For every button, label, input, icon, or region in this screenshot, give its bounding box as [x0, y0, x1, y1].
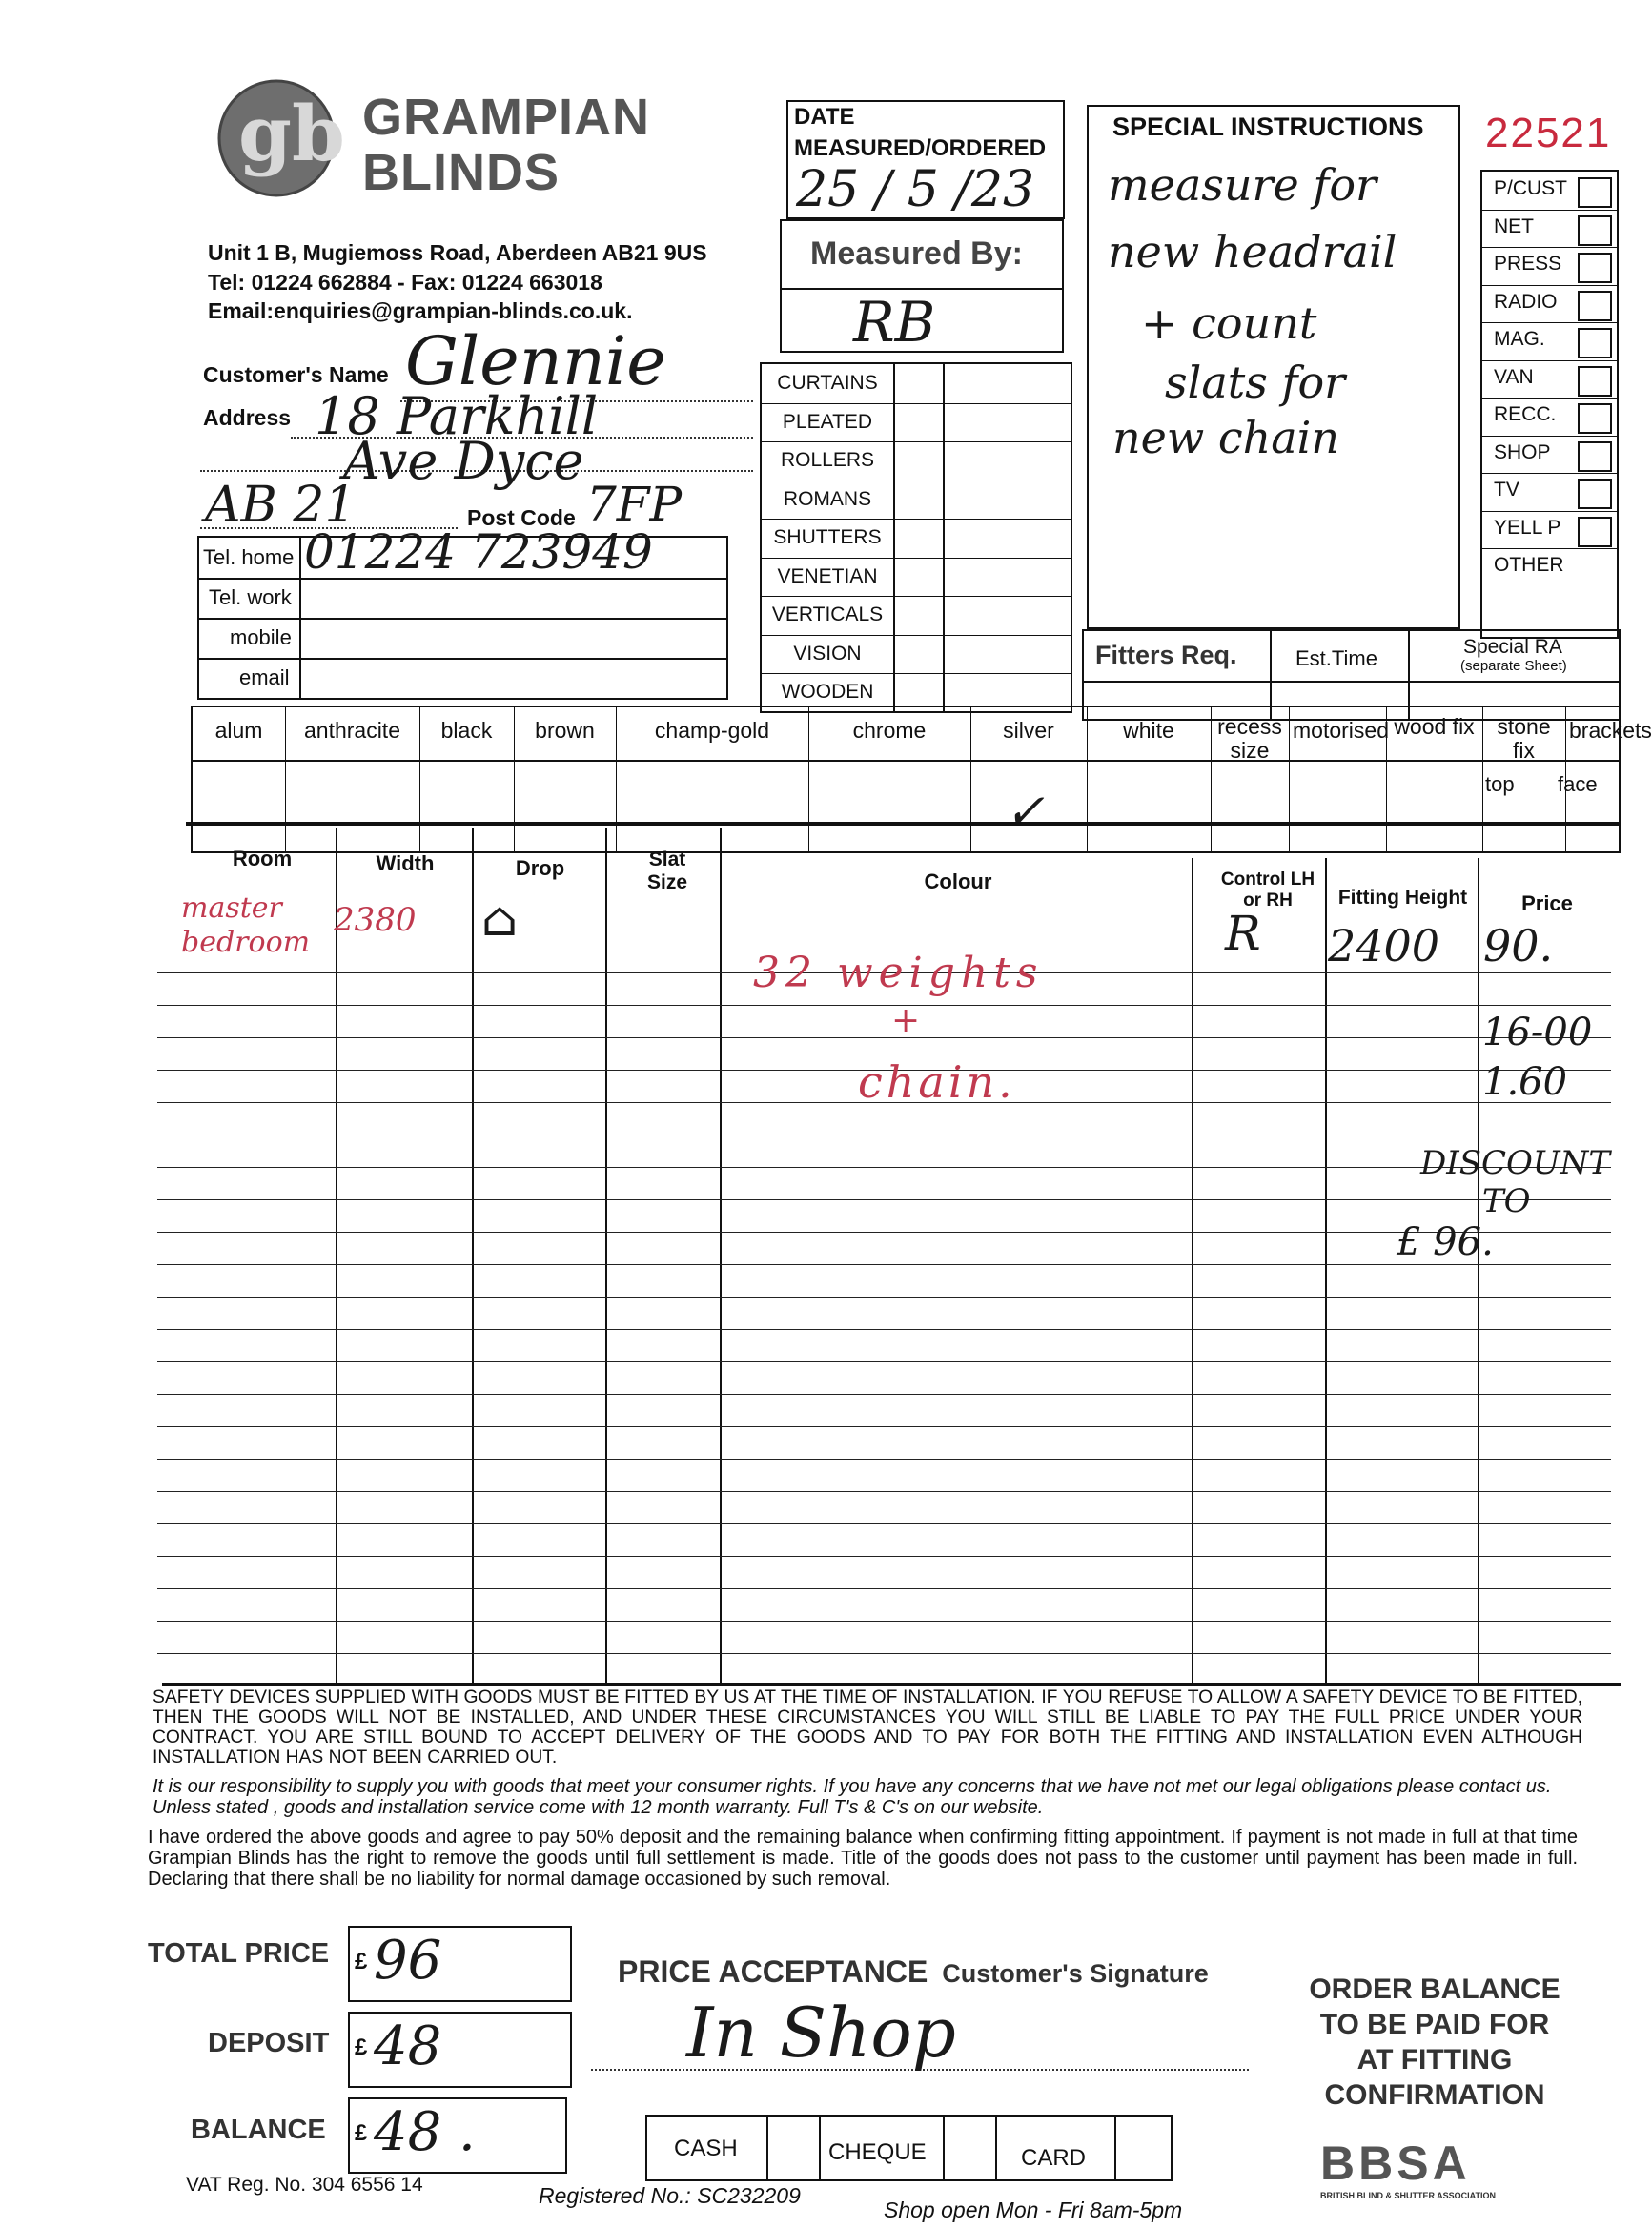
source-option-yellp: YELL P	[1494, 516, 1561, 539]
price-extra-1[interactable]: 16-00	[1482, 1011, 1593, 1054]
colour-option-anthracite[interactable]: anthracite	[303, 718, 400, 743]
product-pleated[interactable]: PLEATED	[782, 410, 873, 433]
col-slat-size: Slat Size	[646, 849, 688, 893]
table-row-line	[157, 1621, 1611, 1622]
colour-option-white[interactable]: white	[1123, 718, 1174, 743]
terms-paragraph-1: SAFETY DEVICES SUPPLIED WITH GOODS MUST BE FITTED BY US AT THE TIME OF INSTALLATION. IF YOU REFUSE TO ALLOW A SAFETY DEVICE TO BE FITTED, THEN THE GOODS WILL NOT BE INSTALLED, AND UNDER THESE CIRCUMSTANCES YOU WILL STILL BE LIABLE TO PAY THE FULL PRICE UNDER YOUR CONTRACT. YOU ARE STILL BOUND TO ACCEPT DELIVERY OF THE GOODS AND TO PAY FOR BOTH THE FITTING AND INSTALLATION EVEN ALTHOUGH INSTALLATION HAS NOT BEEN CARRIED OUT.	[153, 1687, 1582, 1768]
special-ra-label: Special RA	[1463, 636, 1562, 658]
product-verticals[interactable]: VERTICALS	[771, 603, 884, 625]
tel-home-label: Tel. home	[203, 545, 295, 569]
date-label-1: DATE	[794, 104, 855, 130]
payment-cheque[interactable]: CHEQUE	[828, 2139, 927, 2165]
total-price-value: 96	[374, 1930, 442, 1992]
table-row-line	[157, 1361, 1611, 1362]
table-row-line	[157, 1167, 1611, 1168]
vat-number: VAT Reg. No. 304 6556 14	[186, 2174, 423, 2196]
table-row-line	[157, 1588, 1611, 1589]
fitters-label: Fitters Req.	[1095, 641, 1237, 669]
table-row-line	[157, 1005, 1611, 1006]
customer-signature[interactable]: In Shop	[686, 1993, 956, 2073]
date-label-2: MEASURED/ORDERED	[794, 135, 1047, 161]
colour-option-chrome[interactable]: chrome	[852, 718, 927, 743]
col-drop: Drop	[515, 856, 565, 880]
registered-number: Registered No.: SC232209	[539, 2183, 801, 2208]
product-wooden[interactable]: WOODEN	[781, 681, 874, 703]
total-currency: £	[355, 1949, 368, 1974]
postcode-label: Post Code	[467, 505, 576, 530]
table-row-line	[157, 1426, 1611, 1427]
col-control: Control LH or RH	[1220, 869, 1315, 910]
price-extra-4[interactable]: TO	[1482, 1182, 1531, 1220]
col-width: Width	[376, 851, 435, 875]
balance-label: BALANCE	[191, 2115, 326, 2145]
colour-option-motorised[interactable]: motorised	[1293, 718, 1389, 743]
col-room: Room	[232, 847, 293, 870]
source-option-shop: SHOP	[1494, 440, 1551, 463]
table-row-line	[157, 1199, 1611, 1200]
table-row-line	[157, 1264, 1611, 1265]
est-time-label: Est.Time	[1295, 646, 1377, 670]
customer-name-value[interactable]: Glennie	[405, 322, 666, 400]
table-row-line	[157, 1556, 1611, 1557]
product-venetian[interactable]: VENETIAN	[777, 564, 878, 587]
order-balance-line-1: ORDER BALANCE	[1309, 1973, 1560, 2005]
table-row-line	[157, 1491, 1611, 1492]
source-option-radio: RADIO	[1494, 290, 1558, 313]
balance-value: 48 .	[374, 2101, 476, 2163]
table-row-line	[157, 1297, 1611, 1298]
entry-colour-3[interactable]: chain.	[858, 1056, 1016, 1108]
colour-option-wood-fix[interactable]: wood fix	[1394, 714, 1475, 739]
source-option-press: PRESS	[1494, 253, 1562, 275]
brand-top: GRAMPIAN	[362, 89, 650, 146]
source-option-net: NET	[1494, 215, 1534, 237]
total-price-label: TOTAL PRICE	[148, 1938, 330, 1969]
entry-control[interactable]: R	[1225, 906, 1261, 961]
bbsa-logo	[1320, 2136, 1549, 2212]
brackets-top-label: top	[1485, 772, 1515, 796]
source-option-mag: MAG.	[1494, 328, 1545, 350]
customer-name-label: Customer's Name	[203, 362, 389, 387]
mobile-label: mobile	[230, 625, 292, 649]
entry-drop[interactable]: ⌂	[481, 891, 519, 947]
tel-work-label: Tel. work	[209, 585, 292, 609]
table-row-line	[157, 1037, 1611, 1038]
postcode-value[interactable]: 7FP	[586, 477, 683, 532]
order-balance-line-3: AT FITTING	[1356, 2044, 1513, 2076]
entry-colour-1[interactable]: 32 weights	[753, 949, 1044, 997]
date-value[interactable]: 25 / 5 /23	[796, 161, 1035, 218]
payment-methods	[645, 2115, 1173, 2181]
colour-option-champ-gold[interactable]: champ-gold	[654, 718, 770, 743]
white-tick[interactable]: ✓	[1005, 784, 1045, 839]
product-romans[interactable]: ROMANS	[783, 487, 872, 510]
special-line-1[interactable]: measure for	[1108, 159, 1377, 211]
entry-fitting-height[interactable]: 2400	[1328, 920, 1440, 971]
balance-currency: £	[355, 2120, 368, 2146]
source-option-recc: RECC.	[1494, 403, 1557, 425]
colour-option-recess-size[interactable]: recess size	[1217, 714, 1282, 763]
deposit-currency: £	[355, 2035, 368, 2060]
entry-room[interactable]: master bedroom	[181, 891, 311, 959]
address-line-1[interactable]: 18 Parkhill	[315, 386, 599, 446]
terms-paragraph-2: It is our responsibility to supply you with goods that meet your consumer rights. If you have any concerns that we have not met our legal obligations please contact us. Unless stated , goods and installation service come with 12 month warranty. Full T's & C's on our website.	[153, 1776, 1552, 1818]
price-acceptance-heading: PRICE ACCEPTANCE Customer's Signature	[618, 1954, 1209, 1989]
table-row-line	[157, 1394, 1611, 1395]
table-row-line	[157, 1329, 1611, 1330]
company-email: Email:enquiries@grampian-blinds.co.uk.	[208, 298, 633, 323]
entry-colour-2[interactable]: +	[891, 1001, 921, 1040]
bbsa-text: BBSA	[1320, 2137, 1471, 2190]
tel-home-value[interactable]: 01224 723949	[304, 524, 653, 580]
price-extra-2[interactable]: 1.60	[1482, 1060, 1568, 1104]
source-option-other: OTHER	[1494, 554, 1564, 576]
col-price: Price	[1521, 891, 1573, 915]
table-row-line	[157, 1523, 1611, 1524]
colour-option-brown[interactable]: brown	[535, 718, 595, 743]
product-vision[interactable]: VISION	[793, 642, 862, 665]
special-line-3[interactable]: + count	[1141, 297, 1317, 349]
brackets-face-label: face	[1558, 772, 1598, 796]
source-option-tv: TV	[1494, 479, 1519, 501]
payment-card[interactable]: CARD	[1021, 2145, 1087, 2171]
total-price-field[interactable]	[348, 1926, 572, 2002]
colour-option-brackets[interactable]: brackets	[1569, 718, 1652, 743]
balance-field[interactable]	[348, 2097, 567, 2174]
bbsa-subtext: BRITISH BLIND & SHUTTER ASSOCIATION	[1320, 2191, 1496, 2200]
special-line-5[interactable]: new chain	[1112, 412, 1339, 463]
company-address: Unit 1 B, Mugiemoss Road, Aberdeen AB21 9US	[208, 240, 707, 265]
shop-hours: Shop open Mon - Fri 8am-5pm	[884, 2198, 1183, 2222]
source-option-van: VAN	[1494, 365, 1534, 388]
price-extra-3[interactable]: DISCOUNT	[1420, 1144, 1610, 1182]
colour-option-silver[interactable]: silver	[1003, 718, 1054, 743]
deposit-value: 48	[374, 2015, 442, 2077]
measured-by-value[interactable]: RB	[853, 290, 936, 355]
address-line-3[interactable]: AB 21	[205, 477, 357, 534]
product-shutters[interactable]: SHUTTERS	[773, 526, 882, 548]
address-line-2[interactable]: Ave Dyce	[343, 431, 584, 491]
terms-paragraph-3: I have ordered the above goods and agree to pay 50% deposit and the remaining balance when confirming fitting appointment. If payment is not made in full at that time Grampian Blinds has the right to remove the goods until full settlement is made. Title of the goods does not pass to the customer until payment has been made in full. Declaring that there shall be no liability for normal damage occasioned by such removal.	[148, 1827, 1578, 1890]
entry-price[interactable]: 90.	[1483, 920, 1554, 971]
brand-bottom: BLINDS	[362, 144, 560, 201]
special-line-2[interactable]: new headrail	[1108, 226, 1397, 277]
source-option-pcust: P/CUST	[1494, 177, 1568, 199]
product-rollers[interactable]: ROLLERS	[780, 449, 875, 471]
deposit-field[interactable]	[348, 2012, 572, 2088]
colour-option-black[interactable]: black	[440, 718, 493, 743]
email-label: email	[239, 665, 290, 689]
table-row-line	[157, 1653, 1611, 1654]
table-row-line	[157, 1232, 1611, 1233]
colour-option-alum[interactable]: alum	[214, 718, 263, 743]
colour-option-stone-fix[interactable]: stone fix	[1497, 714, 1551, 763]
special-ra-note: (separate Sheet)	[1460, 658, 1567, 674]
payment-cash[interactable]: CASH	[674, 2136, 738, 2161]
entry-width[interactable]: 2380	[334, 901, 417, 939]
col-colour: Colour	[924, 869, 992, 893]
price-extra-5[interactable]: £ 96.	[1397, 1220, 1494, 1264]
order-balance-line-2: TO BE PAID FOR	[1319, 2009, 1550, 2040]
signature-sub-label: Customer's Signature	[942, 1959, 1209, 1988]
col-fitting-height: Fitting Height	[1337, 887, 1468, 909]
table-row-line	[157, 1459, 1611, 1460]
special-line-4[interactable]: slats for	[1165, 357, 1346, 408]
product-curtains[interactable]: CURTAINS	[777, 372, 878, 394]
company-phone: Tel: 01224 662884 - Fax: 01224 663018	[208, 270, 602, 295]
deposit-label: DEPOSIT	[208, 2028, 330, 2058]
measured-by-label: Measured By:	[810, 235, 1023, 272]
order-number: 22521	[1485, 110, 1612, 156]
address-label: Address	[203, 405, 292, 430]
order-balance-note	[1277, 1972, 1592, 2113]
special-instructions-label: SPECIAL INSTRUCTIONS	[1112, 112, 1424, 141]
logo-text: gb	[238, 89, 345, 178]
order-balance-line-4: CONFIRMATION	[1324, 2079, 1545, 2111]
